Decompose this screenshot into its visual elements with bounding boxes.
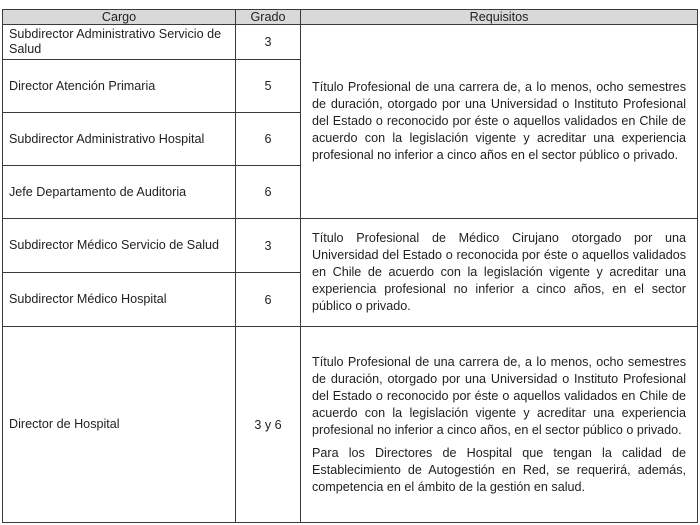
requisitos-cell-general xyxy=(301,25,698,219)
requirements-table xyxy=(2,9,698,523)
requisitos-paragraph-autogestion: Para los Directores de Hospital que tengan la calidad de Establecimiento de Autogestión en Red, se requerirá, además, competencia en el ámbito de la gestión en salud. xyxy=(312,445,686,494)
cargo-cell: Subdirector Administrativo Servicio de Salud xyxy=(2,25,236,60)
grado-cell: 3 y 6 xyxy=(236,327,301,523)
grado-cell: 5 xyxy=(236,60,301,113)
grado-cell: 6 xyxy=(236,166,301,219)
cargo-cell: Director Atención Primaria xyxy=(2,60,236,113)
grado-cell: 3 xyxy=(236,219,301,273)
requisitos-paragraph: Título Profesional de Médico Cirujano otorgado por una Universidad del Estado o reconocida por éste o aquellos validados en Chile de acuerdo con la legislación vigente y acreditar una experiencia profesional no inferior a cinco años, en el sector público o privado. xyxy=(312,231,686,313)
cargo-cell: Director de Hospital xyxy=(2,327,236,523)
cargo-cell: Subdirector Administrativo Hospital xyxy=(2,113,236,166)
grado-cell: 6 xyxy=(236,273,301,327)
requisitos-paragraph: Título Profesional de una carrera de, a lo menos, ocho semestres de duración, otorgado por una Universidad o Instituto Profesional del Estado o reconocido por éste o aquellos validados en Chile de acuerdo con la legislación vigente y acreditar una experiencia profesional no inferior a cinco años, en el sector público o privado. xyxy=(312,354,686,437)
cargo-cell: Jefe Departamento de Auditoria xyxy=(2,166,236,219)
header-cargo: Cargo xyxy=(2,9,236,25)
header-requisitos: Requisitos xyxy=(301,9,698,25)
cargo-cell: Subdirector Médico Servicio de Salud xyxy=(2,219,236,273)
grado-cell: 3 xyxy=(236,25,301,60)
cargo-cell: Subdirector Médico Hospital xyxy=(2,273,236,327)
requisitos-cell-medico xyxy=(301,219,698,327)
grado-cell: 6 xyxy=(236,113,301,166)
requisitos-cell-director-hospital xyxy=(301,327,698,523)
requisitos-paragraph: Título Profesional de una carrera de, a lo menos, ocho semestres de duración, otorgado por una Universidad o Instituto Profesional del Estado o reconocido por éste o aquellos validados en Chile de acuerdo con la legislación vigente y acreditar una experiencia profesional no inferior a cinco años en el sector público o privado. xyxy=(312,80,686,162)
header-grado: Grado xyxy=(236,9,301,25)
